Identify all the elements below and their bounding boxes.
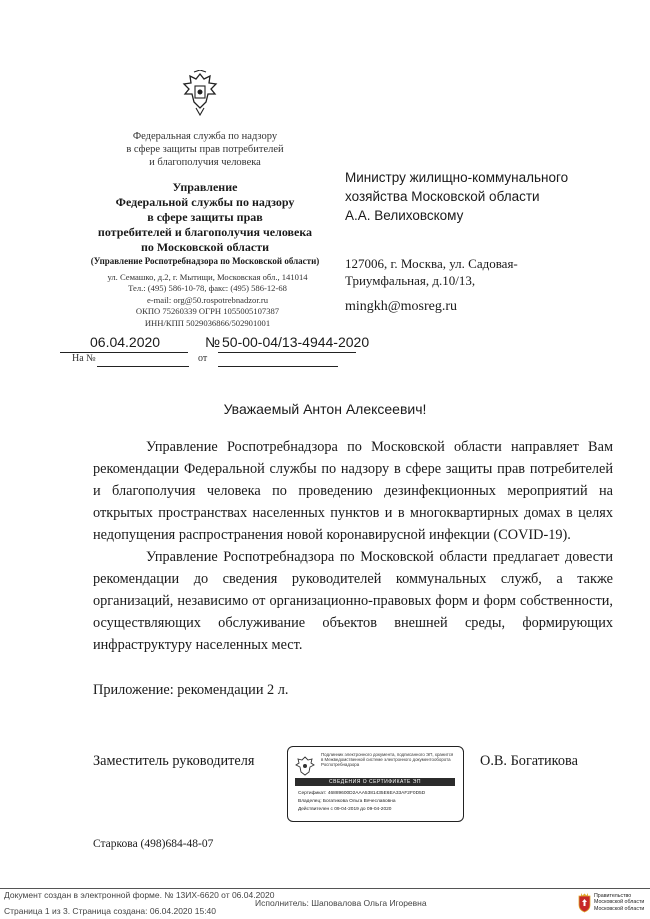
address-line: 127006, г. Москва, ул. Садовая- <box>345 256 518 271</box>
footer-executor: Исполнитель: Шаповалова Ольга Игоревна <box>255 898 427 908</box>
recipient-line: Министру жилищно-коммунального <box>345 170 569 185</box>
contact-line: ОКПО 75260339 ОГРН 1055005107387 <box>135 306 280 317</box>
footer-divider <box>0 888 650 889</box>
gov-line: Московской области <box>594 905 645 912</box>
document-number: 50-00-04/13-4944-2020 <box>222 334 370 350</box>
document-date: 06.04.2020 <box>90 334 161 350</box>
cert-title: СВЕДЕНИЯ О СЕРТИФИКАТЕ ЭП <box>295 778 455 786</box>
gov-line: Правительство <box>594 893 632 899</box>
department-short-name: (Управление Роспотребнадзора по Московской области) <box>90 256 320 266</box>
recipient-email: mingkh@mosreg.ru <box>345 299 458 314</box>
address-line: Триумфальная, д.10/13, <box>345 273 476 288</box>
cert-owner: Владелец: Богатикова Ольга Вячеславовна <box>298 799 396 804</box>
cert-serial: Сертификат: 46889600D2AAA5381435E6EA33AF2F0D5D <box>298 791 426 796</box>
department-name <box>60 180 350 267</box>
ref-date-field <box>218 354 338 367</box>
contact-line: ИНН/КПП 5029036866/502901001 <box>144 317 271 328</box>
gov-logo-text <box>594 893 644 912</box>
signer-name: О.В. Богатикова <box>480 753 578 769</box>
number-sign: № <box>205 334 221 350</box>
ref-number-field <box>97 354 189 367</box>
appendix-note: Приложение: рекомендации 2 л. <box>93 682 289 698</box>
e-signature-stamp <box>287 746 464 822</box>
agency-line: и благополучия человека <box>149 157 261 168</box>
agency-line: Федеральная служба по надзору <box>132 131 278 142</box>
mosreg-coat-of-arms-icon <box>578 893 591 913</box>
recipient-block <box>345 168 625 225</box>
recipient-address <box>345 255 585 289</box>
body-paragraph: Управление Роспотребнадзора по Московской области предлагает довести рекомендации до сведения руководителей коммунальных служб, а также организаций, независимо от организационно-правовых форм и форм собственности, осуществляющих обслуживание объектов внешней среды, формирующих инфраструктуру населенных мест. <box>93 549 613 653</box>
executor-contact: Старкова (498)684-48-07 <box>93 838 214 850</box>
agency-line: в сфере защиты прав потребителей <box>126 144 284 155</box>
contact-line: e-mail: org@50.rospotrebnadzor.ru <box>146 294 269 305</box>
body-paragraph: Управление Роспотребнадзора по Московской области направляет Вам рекомендации Федеральной службы по надзору в сфере защиты прав потребителей и благополучия человека по проведению дезинфекционных мероприятий на открытых пространствах населенных пунктов и в многоквартирных домах в целях недопущения распространения новой коронавирусной инфекции (COVID-19). <box>93 439 613 543</box>
gov-line: Московской области <box>594 899 645 906</box>
department-line: в сфере защиты прав <box>147 210 263 224</box>
ref-number-label: На № <box>72 353 96 364</box>
department-line: Федеральной службы по надзору <box>115 195 295 209</box>
footer-created: Документ создан в электронной форме. № 13ИХ-6620 от 06.04.2020 <box>4 890 275 900</box>
number-field <box>218 334 370 353</box>
department-line: Управление <box>172 180 238 194</box>
ref-from-label: от <box>198 353 208 364</box>
department-line: потребителей и благополучия человека <box>97 225 313 239</box>
greeting: Уважаемый Антон Алексеевич! <box>223 401 427 417</box>
russian-emblem-icon <box>180 70 220 116</box>
contact-line: ул. Семашко, д.2, г. Мытищи, Московская обл., 141014 <box>107 272 308 282</box>
contact-line: Тел.: (495) 586-10-78, факс: (495) 586-12-68 <box>128 283 287 294</box>
cert-header: Подлинник электронного документа, подписанного ЭП, хранится в Межведомственной системе электронного документооборота Роспотребнадзора <box>321 752 454 768</box>
letter-body <box>93 436 613 656</box>
cert-validity: Действителен с 09-04-2019 до 09-04-2020 <box>298 807 392 812</box>
date-field <box>60 334 188 353</box>
signer-position: Заместитель руководителя <box>93 753 255 769</box>
recipient-line: хозяйства Московской области <box>345 189 540 204</box>
cert-emblem-icon <box>295 755 315 777</box>
agency-name <box>100 130 310 169</box>
sender-contacts <box>80 272 335 329</box>
department-line: по Московской области <box>140 240 270 254</box>
footer-page-info: Страница 1 из 3. Страница создана: 06.04.2020 15:40 <box>4 906 217 916</box>
recipient-line: А.А. Велиховскому <box>345 208 464 223</box>
